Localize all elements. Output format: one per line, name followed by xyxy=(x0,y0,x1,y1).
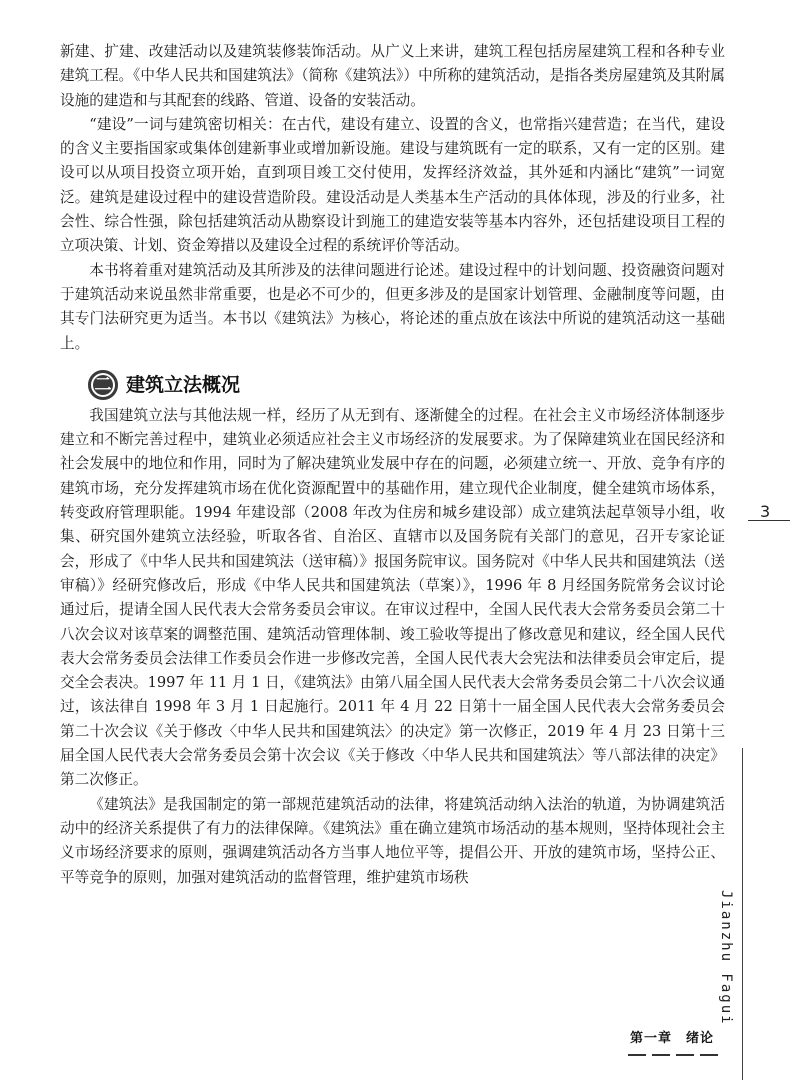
paragraph-2: “建设”一词与建筑密切相关：在古代，建设有建立、设置的含义，也常指兴建营造；在当代，建设的含义主要指国家或集体创建新事业或增加新设施。建设与建筑既有一定的联系，又有一定的区别。建设可以从项目投资立项开始，直到项目竣工交付使用，发挥经济效益，其外延和内涵比“建筑”一词宽泛。建筑是建设过程中的建设营造阶段。建设活动是人类基本生产活动的具体体现，涉及的行业多，社会性、综合性强，除包括建筑活动从勘察设计到施工的建造安装等基本内容外，还包括建设项目工程的立项决策、计划、资金筹措以及建设全过程的系统评价等活动。 xyxy=(60,115,725,255)
section-title: 建筑立法概况 xyxy=(126,373,241,396)
section-number-badge: 二 xyxy=(88,370,118,400)
footer-dashes xyxy=(628,1054,718,1056)
paragraph-1: 新建、扩建、改建活动以及建筑装修装饰活动。从广义上来讲，建筑工程包括房屋建筑工程和各种专业建筑工程。《中华人民共和国建筑法》（简称《建筑法》）中所称的建筑活动，是指各类房屋建筑及其附属设施的建造和与其配套的线路、管道、设备的安装活动。 xyxy=(60,43,725,109)
page-number: 3 xyxy=(760,502,771,521)
running-tag: Jianzhu Fagui xyxy=(718,890,734,1026)
body-text xyxy=(60,40,725,890)
paragraph-3: 本书将着重对建筑活动及其所涉及的法律问题进行论述。建设过程中的计划问题、投资融资问题对于建筑活动来说虽然非常重要，也是必不可少的，但更多涉及的是国家计划管理、金融制度等问题，由其专门法研究更为适当。本书以《建筑法》为核心，将论述的重点放在该法中所说的建筑活动这一基础上。 xyxy=(60,261,725,352)
paragraph-4: 我国建筑立法与其他法规一样，经历了从无到有、逐渐健全的过程。在社会主义市场经济体制逐步建立和不断完善过程中，建筑业必须适应社会主义市场经济的发展要求。为了保障建筑业在国民经济和社会发展中的地位和作用，同时为了解决建筑业发展中存在的问题，必须建立统一、开放、竞争有序的建筑市场，充分发挥建筑市场在优化资源配置中的基础作用，建立现代企业制度，健全建筑市场体系，转变政府管理职能。1994 年建设部（2008 年改为住房和城乡建设部）成立建筑法起草领导小组，收集、研究国外建筑立法经验，听取各省、自治区、直辖市以及国务院有关部门的意见，召开专家论证会，形成了《中华人民共和国建筑法（送审稿）》报国务院审议。国务院对《中华人民共和国建筑法（送审稿）》经研究修改后，形成《中华人民共和国建筑法（草案）》，1996 年 8 月经国务院常务会议讨论通过后，提请全国人民代表大会常务委员会审议。在审议过程中，全国人民代表大会常务委员会第二十八次会议对该草案的调整范围、建筑活动管理体制、竣工验收等提出了修改意见和建议，经全国人民代表大会常务委员会法律工作委员会作进一步修改完善，全国人民代表大会宪法和法律委员会审定后，提交全会表决。1997 年 11 月 1 日，《建筑法》由第八届全国人民代表大会常务委员会第二十八次会议通过，该法律自 1998 年 3 月 1 日起施行。2011 年 4 月 22 日第十一届全国人民代表大会常务委员会第二十次会议《关于修改〈中华人民共和国建筑法〉的决定》第一次修正，2019 年 4 月 23 日第十三届全国人民代表大会常务委员会第十次会议《关于修改〈中华人民共和国建筑法〉等八部法律的决定》第二次修正。 xyxy=(60,406,725,789)
paragraph-5: 《建筑法》是我国制定的第一部规范建筑活动的法律，将建筑活动纳入法治的轨道，为协调建筑活动中的经济关系提供了有力的法律保障。《建筑法》重在确立建筑市场活动的基本规则，坚持体现社会主义市场经济要求的原则，强调建筑活动各方当事人地位平等，提倡公开、开放的建筑市场，坚持公正、平等竞争的原则，加强对建筑活动的监督管理，维护建筑市场秩 xyxy=(60,795,725,886)
section-heading xyxy=(60,366,725,404)
chapter-footer: 第一章 绪论 xyxy=(630,1031,715,1046)
margin-vertical-rule xyxy=(742,748,743,1080)
